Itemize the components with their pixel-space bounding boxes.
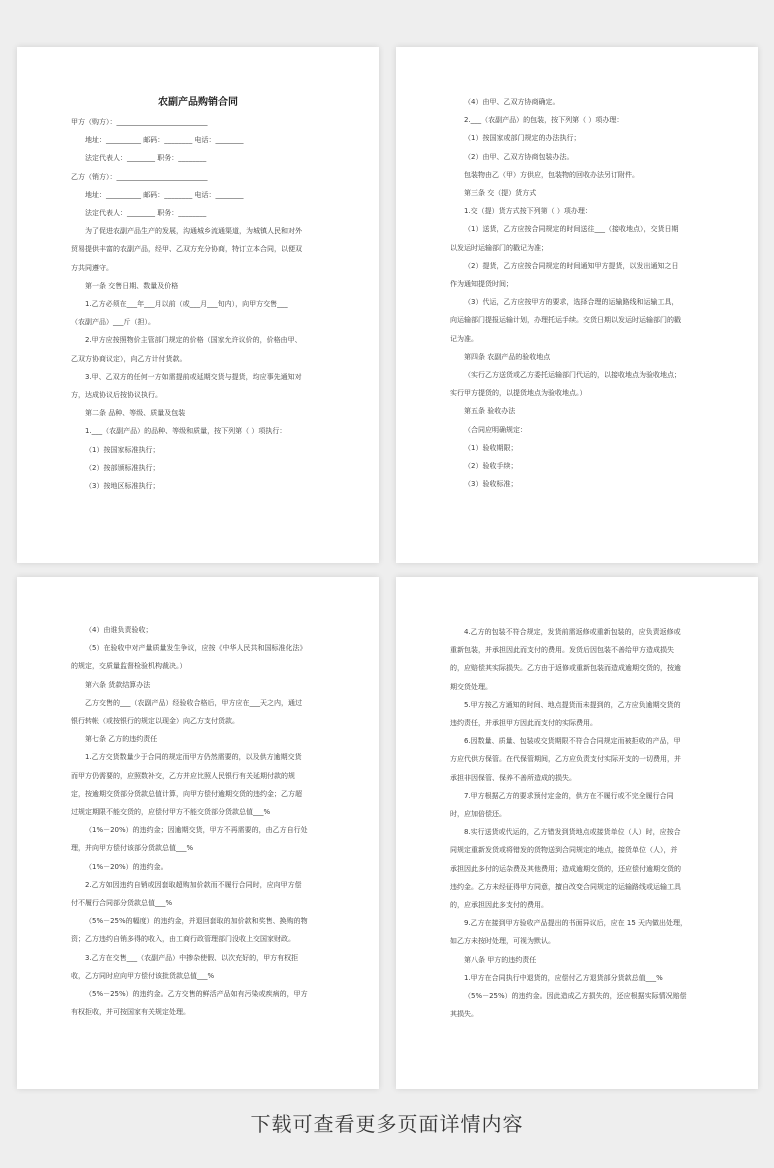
document-page-1 [17, 47, 379, 563]
text-line: （2）验收手续； [464, 462, 518, 471]
text-line: 第六条 货款结算办法 [85, 680, 151, 689]
text-line: （4）由谁负责验收； [85, 626, 153, 634]
text-line: 收，乙方同时应向甲方偿付该批货款总值___% [71, 971, 215, 980]
footer-caption: 下载可查看更多页面详情内容 [250, 1112, 524, 1136]
text-line: （1）按国家标准执行； [85, 445, 160, 454]
document-page-2 [396, 47, 758, 563]
text-line: 乙方（销方）：__________________________ [71, 172, 208, 181]
text-line: 以发运时运输部门的戳记为准； [450, 243, 548, 252]
text-line: （5）在验收中对产量质量发生争议，应按《中华人民共和国标准化法》 [85, 644, 307, 653]
text-line: 第七条 乙方的违约责任 [85, 735, 158, 744]
text-line: 8.实行送货或代运的，乙方错发到货地点或接货单位（人）时，应按合 [464, 828, 681, 837]
text-line: 3.乙方在交售___（农副产品）中掺杂使假、以次充好的，甲方有权拒 [85, 953, 299, 962]
text-line: 甲方（购方）：__________________________ [71, 118, 208, 126]
text-line: 实行甲方提货的，以提货地点为验收地点。） [450, 389, 587, 398]
text-line: 9.乙方在接到甲方验收产品提出的书面异议后，应在 15 天内做出处理， [464, 919, 688, 928]
text-line: （2）按部颁标准执行； [85, 463, 160, 472]
text-line: 而甲方仍需要的，应照数补交，乙方并应比照人民银行有关延期付款的规 [71, 771, 295, 780]
text-line: 地址：__________ 邮码：________ 电话：________ [85, 136, 244, 145]
text-line: 1.乙方交货数量少于合同的规定而甲方仍然需要的，以及供方逾期交货 [85, 753, 302, 762]
text-line: 2.___（农副产品）的包装，按下列第（ ）项办理： [464, 116, 624, 125]
text-line: （5%－25%的幅度）的违约金，并退回套取的加价款和奖售、换购的物 [85, 917, 308, 926]
text-line: 其损失。 [450, 1010, 478, 1019]
text-line: 贸易提供丰富的农副产品，经甲、乙双方充分协商，特订立本合同，以便双 [71, 245, 302, 254]
text-line: 4.乙方的包装不符合规定，发货前需返修或重新包装的，应负责返修或 [464, 628, 681, 636]
page-1-content [17, 113, 327, 495]
text-line: 理，并向甲方偿付该部分货款总值___% [71, 844, 194, 853]
text-line: （5%－25%）的违约金。乙方交售的鲜活产品如有污染或疾病的，甲方 [85, 990, 308, 999]
text-line: 1.甲方在合同执行中退货的，应偿付乙方退货部分货款总值___% [464, 973, 663, 982]
text-line: 7.甲方根据乙方的要求预付定金的，供方在不履行或不完全履行合同 [464, 791, 674, 800]
text-line: 1.乙方必须在___年___月以前（或___月___旬内），向甲方交售___ [85, 300, 288, 309]
page-2-content [396, 47, 706, 493]
page-3-content [17, 577, 327, 1021]
text-line: 方应代供方保管。在代保管期间，乙方应负责支付实际开支的一切费用，并 [450, 755, 681, 764]
text-line: （1%－20%）的违约金。 [85, 862, 168, 871]
text-line: 方，达成协议后按协议执行。 [71, 391, 162, 400]
text-line: 重新包装，并承担因此而支付的费用。发货后因包装不善给甲方造成损失 [450, 646, 674, 655]
text-line: （2）由甲、乙双方协商包装办法。 [464, 152, 574, 161]
document-page-3 [17, 577, 379, 1089]
text-line: 地址：__________ 邮码：________ 电话：________ [85, 190, 244, 199]
text-line: 向运输部门提报运输计划，办理托运手续。交货日期以发运时运输部门的戳 [450, 316, 681, 325]
text-line: （1）送货，乙方应按合同规定的时间送往___（接收地点），交货日期 [464, 225, 679, 234]
text-line: 承担因此多付的运杂费及其他费用；造成逾期交货的，还应偿付逾期交货的 [450, 864, 681, 873]
text-line: 第二条 品种、等级、质量及包装 [85, 409, 186, 418]
text-line: 第八条 甲方的违约责任 [464, 955, 537, 964]
text-line: 同规定重新发货或将错发的货物送到合同规定的地点，接货单位（人），并 [450, 846, 678, 855]
text-line: 银行转帐（或按银行的规定以现金）向乙方支付货款。 [71, 717, 239, 726]
text-line: 5.甲方按乙方通知的时间、地点提货而未提到的，乙方应负逾期交货的 [464, 700, 681, 709]
text-line: 违约责任，并承担甲方因此而支付的实际费用。 [450, 719, 597, 728]
text-line: （1%－20%）的违约金；因逾期交货，甲方不再需要的，由乙方自行处 [85, 826, 308, 835]
text-line: （4）由甲、乙双方协商确定。 [464, 98, 560, 106]
text-line: （合同应明确规定： [464, 425, 527, 434]
text-line: 的，应赔偿其实际损失。乙方由于返修或重新包装而造成逾期交货的，按逾 [450, 664, 681, 673]
text-line: 第四条 农副产品的验收地点 [464, 352, 551, 361]
text-line: （3）验收标准； [464, 480, 518, 489]
text-line: 时，应加倍偿还。 [450, 810, 506, 819]
text-line: （5%－25%）的违约金。因此造成乙方损失的，还应根据实际情况赔偿 [464, 992, 687, 1001]
text-line: 6.因数量、质量、包装或交货期限不符合合同规定而被拒收的产品，甲 [464, 737, 681, 746]
text-line: 为了促进农副产品生产的发展，沟通城乡流通渠道，为城镇人民和对外 [85, 227, 302, 236]
text-line: 资；乙方违约自销多得的收入，由工商行政管理部门没收上交国家财政。 [71, 935, 295, 944]
text-line: 有权拒收，并可按国家有关规定处理。 [71, 1008, 190, 1017]
text-line: 第三条 交（提）货方式 [464, 189, 537, 198]
text-line: 1.交（提）货方式按下列第（ ）项办理： [464, 207, 592, 216]
text-line: 法定代表人：________ 职务：________ [85, 154, 207, 163]
text-line: 法定代表人：________ 职务：________ [85, 209, 207, 218]
text-line: （3）代运，乙方应按甲方的要求，选择合理的运输路线和运输工具， [464, 298, 679, 307]
text-line: 1.___（农副产品）的品种、等级和质量，按下列第（ ）项执行： [85, 427, 287, 436]
text-line: 第一条 交售日期、数量及价格 [85, 281, 179, 290]
text-line: （实行乙方送货或乙方委托运输部门代运的，以接收地点为验收地点； [464, 371, 681, 380]
text-line: 的，应承担因此多支付的费用。 [450, 901, 548, 910]
text-line: 方共同遵守。 [71, 263, 113, 272]
text-line: （1）验收期限； [464, 443, 518, 452]
text-line: 2.甲方应按照物价主管部门规定的价格（国家允许议价的，价格由甲、 [85, 336, 302, 345]
text-line: 的规定，交质量监督检验机构裁决。） [71, 662, 187, 671]
text-line: （2）提货，乙方应按合同规定的时间通知甲方提货，以发出通知之日 [464, 261, 679, 270]
text-line: 作为通知提货时间； [450, 280, 513, 289]
text-line: 2.乙方如因违约自销或因套取超购加价款而不履行合同时，应向甲方偿 [85, 880, 302, 889]
text-line: 记为准。 [450, 334, 478, 343]
text-line: 第五条 验收办法 [464, 407, 516, 416]
text-line: 付不履行合同部分货款总值___% [71, 899, 173, 908]
contract-title: 农副产品购销合同 [158, 97, 238, 108]
text-line: 乙双方协商议定），向乙方计付货款。 [71, 354, 187, 363]
text-line: 期交货处理。 [450, 682, 492, 691]
text-line: 过规定期限不能交货的，应偿付甲方不能交货部分货款总值___% [71, 808, 271, 817]
text-line: 3.甲、乙双方的任何一方如需提前或延期交货与提货，均应事先通知对 [85, 372, 302, 381]
text-line: 包装物由乙（甲）方供应，包装物的回收办法另订附件。 [464, 170, 639, 179]
text-line: 定，按逾期交货部分货款总值计算，向甲方偿付逾期交货的违约金；乙方超 [71, 789, 302, 798]
text-line: 如乙方未按时处理，可视为默认。 [450, 937, 555, 946]
text-line: （1）按国家或部门规定的办法执行； [464, 134, 581, 143]
text-line: 乙方交售的___（农副产品）经验收合格后，甲方应在___天之内，通过 [85, 698, 302, 707]
text-line: （3）按地区标准执行； [85, 482, 160, 491]
document-page-4 [396, 577, 758, 1089]
text-line: （农副产品）___斤（担）。 [71, 318, 155, 327]
page-4-content [396, 577, 706, 1023]
text-line: 承担非因保管、保养不善所造成的损失。 [450, 773, 576, 782]
text-line: 违约金。乙方未经征得甲方同意，擅自改变合同规定的运输路线或运输工具 [450, 882, 681, 891]
